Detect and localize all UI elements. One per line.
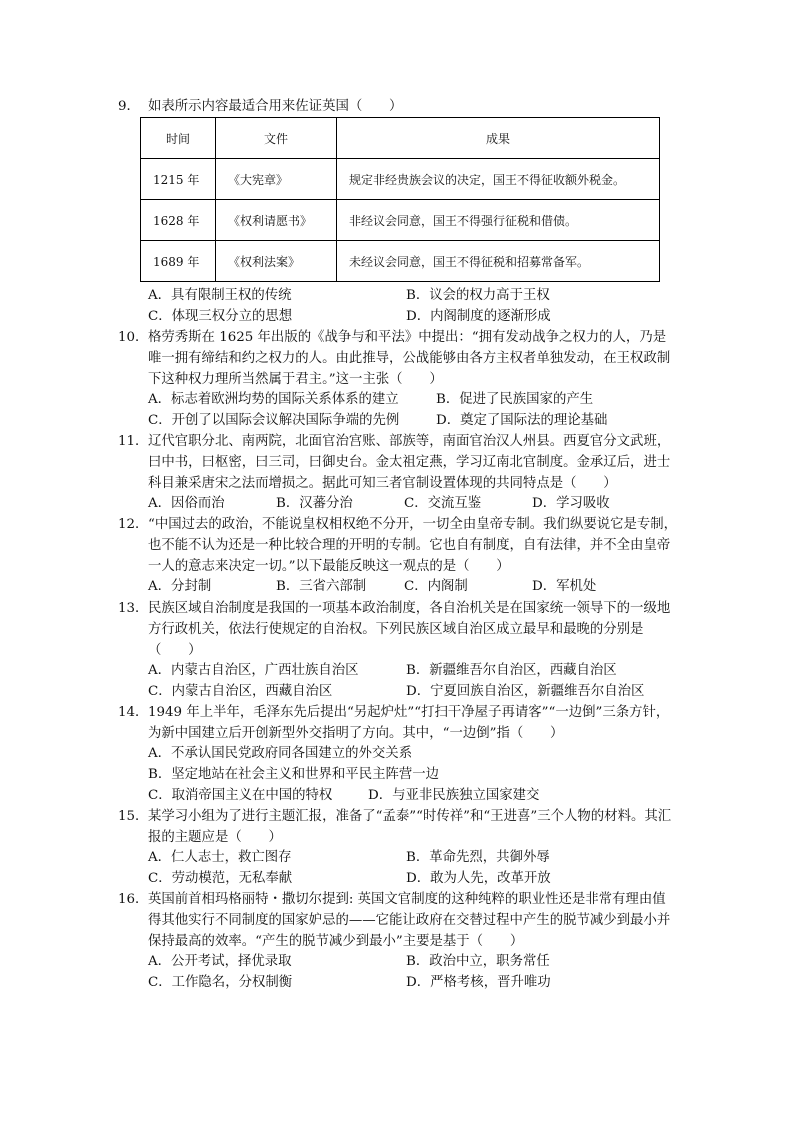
question-text: 英国前首相玛格丽特・撒切尔提到: 英国文官制度的这种纯粹的职业性还是非常有理由值得其他实行不同制度的国家妒忌的——它能让政府在交替过程中产生的脱节减少到最小并保持最高的效率。“产生的脱节减少到最小”主要是基于（ ）: [148, 892, 671, 949]
table-cell: 非经议会同意，国王不得强行征税和借债。: [337, 200, 660, 241]
table-cell: 未经议会同意，国王不得征税和招募常备军。: [337, 241, 660, 282]
question-16-stem: [118, 889, 678, 952]
question-number: 11．: [118, 434, 149, 449]
table-cell: 1215 年: [141, 159, 216, 200]
table-cell: 《权利请愿书》: [216, 200, 337, 241]
option-c[interactable]: C．开创了以国际会议解决国际争端的先例: [148, 412, 400, 428]
option-d[interactable]: D．宁夏回族自治区，新疆维吾尔自治区: [406, 683, 645, 699]
question-number: 10．: [118, 330, 149, 345]
question-text: 民族区域自治制度是我国的一项基本政治制度，各自治机关是在国家统一领导下的一级地方行政机关，依法行使规定的自治权。下列民族区域自治区成立最早和最晚的分别是（ ）: [148, 601, 671, 658]
table-header-cell: 成果: [337, 118, 660, 159]
option-b[interactable]: B．三省六部制: [276, 579, 367, 594]
table-row: [141, 159, 660, 200]
question-text: 辽代官职分北、南两院，北面官治宫账、部族等，南面官治汉人州县。西夏官分文武班，曰中书，曰枢密，曰三司，曰御史台。金太祖定燕，学习辽南北官制度。金承辽后，进士科目兼采唐宋之法而增损之。据此可知三者官制设置体现的共同特点是（ ）: [148, 434, 671, 491]
question-14: [118, 702, 678, 806]
option-d[interactable]: D．学习吸收: [532, 496, 610, 511]
option-a[interactable]: A．公开考试，择优录取: [148, 954, 292, 969]
table-header-cell: 文件: [216, 118, 337, 159]
question-11: [118, 431, 678, 515]
option-d[interactable]: D．奠定了国际法的理论基础: [436, 412, 608, 428]
option-d[interactable]: D．内阁制度的逐渐形成: [406, 308, 551, 324]
question-16: [118, 889, 678, 994]
option-c[interactable]: C．取消帝国主义在中国的特权: [148, 787, 333, 803]
question-13-stem: [118, 598, 678, 661]
question-13: [118, 598, 678, 703]
question-number: 12．: [118, 517, 149, 532]
option-d[interactable]: D．严格考核，晋升唯功: [406, 974, 551, 990]
table-header-cell: 时间: [141, 118, 216, 159]
question-10: [118, 327, 678, 432]
option-c[interactable]: C．内阁制: [404, 579, 468, 594]
option-a[interactable]: A．内蒙古自治区，广西壮族自治区: [148, 663, 359, 678]
option-b[interactable]: B．汉蕃分治: [276, 496, 353, 511]
option-d[interactable]: D．与亚非民族独立国家建交: [368, 787, 540, 803]
option-c[interactable]: C．体现三权分立的思想: [148, 308, 293, 324]
option-b[interactable]: B．促进了民族国家的产生: [436, 392, 594, 407]
option-d[interactable]: D．敢为人先，改革开放: [406, 870, 551, 886]
question-15: [118, 806, 678, 890]
option-a[interactable]: A．分封制: [148, 579, 212, 594]
question-9: [118, 96, 678, 117]
option-c[interactable]: C．内蒙古自治区，西藏自治区: [148, 683, 333, 699]
question-number: 9．: [118, 99, 140, 114]
question-10-stem: [118, 327, 678, 390]
table-header-row: [141, 118, 660, 159]
option-b[interactable]: B．政治中立，职务常任: [406, 954, 550, 969]
question-15-stem: [118, 806, 678, 848]
option-b[interactable]: B．革命先烈，共御外辱: [406, 850, 550, 865]
table-cell: 《权利法案》: [216, 241, 337, 282]
question-11-stem: [118, 431, 678, 494]
question-text: 1949 年上半年，毛泽东先后提出“另起炉灶”“打扫干净屋子再请客”“一边倒”三条方针，为新中国建立后开创新型外交指明了方向。其中，“一边倒”指（ ）: [148, 705, 670, 741]
question-9-options: [118, 286, 678, 328]
charter-table: [140, 117, 660, 282]
question-text: 格劳秀斯在 1625 年出版的《战争与和平法》中提出：“拥有发动战争之权力的人，乃是唯一拥有缔结和约之权力的人。由此推导，公战能够由各方主权者单独发动，在王权政制下这种权力理所当然属于君主。”这一主张（ ）: [148, 330, 671, 387]
option-b[interactable]: B．新疆维吾尔自治区，西藏自治区: [406, 663, 617, 678]
question-text: “中国过去的政治，不能说皇权相权绝不分开，一切全由皇帝专制。我们纵要说它是专制，也不能不认为还是一种比较合理的开明的专制。它也自有制度，自有法律，并不全由皇帝一人的意志来决定一切。”以下最能反映这一观点的是（ ）: [148, 517, 678, 574]
option-b[interactable]: B．议会的权力高于王权: [406, 288, 550, 303]
table-cell: 规定非经贵族会议的决定，国王不得征收额外税金。: [337, 159, 660, 200]
table-cell: 1628 年: [141, 200, 216, 241]
option-a[interactable]: A．仁人志士，救亡图存: [148, 850, 292, 865]
question-number: 16．: [118, 892, 149, 907]
question-14-stem: [118, 702, 678, 744]
question-text: 如表所示内容最适合用来佐证英国（ ）: [148, 99, 403, 114]
question-12: [118, 514, 678, 598]
question-text: 某学习小组为了进行主题汇报，准备了“孟泰”“时传祥”和“王进喜”三个人物的材料。其汇报的主题应是（ ）: [148, 809, 672, 845]
option-a[interactable]: A．不承认国民党政府同各国建立的外交关系: [148, 746, 413, 761]
question-9-stem: [118, 96, 678, 117]
option-a[interactable]: A．标志着欧洲均势的国际关系体系的建立: [148, 392, 399, 407]
option-d[interactable]: D．军机处: [532, 579, 597, 594]
table-cell: 《大宪章》: [216, 159, 337, 200]
table-row: [141, 241, 660, 282]
table-row: [141, 200, 660, 241]
option-b[interactable]: B．坚定地站在社会主义和世界和平民主阵营一边: [148, 766, 440, 782]
table-cell: 1689 年: [141, 241, 216, 282]
question-number: 15．: [118, 809, 149, 824]
question-12-stem: [118, 514, 678, 577]
option-a[interactable]: A．具有限制王权的传统: [148, 288, 292, 303]
option-c[interactable]: C．劳动模范，无私奉献: [148, 870, 293, 886]
option-c[interactable]: C．交流互鉴: [404, 496, 482, 511]
option-c[interactable]: C．工作隐名，分权制衡: [148, 974, 293, 990]
question-number: 14．: [118, 705, 149, 720]
option-a[interactable]: A．因俗而治: [148, 496, 225, 511]
question-number: 13．: [118, 601, 149, 616]
